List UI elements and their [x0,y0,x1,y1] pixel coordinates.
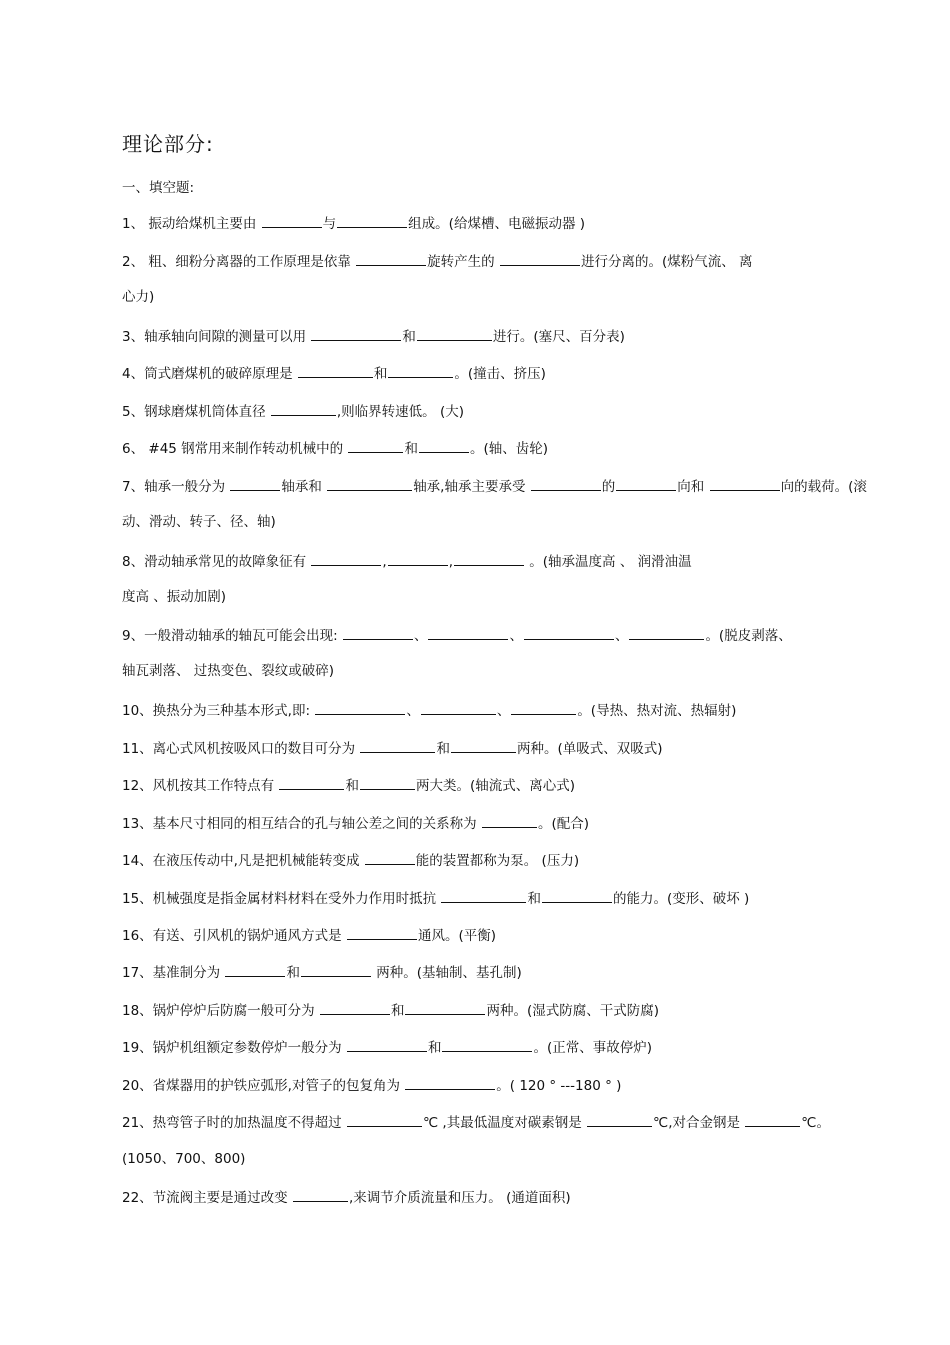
answer-blank[interactable] [710,475,780,491]
question-text: 的 [601,479,616,495]
question-text: 3、轴承轴向间隙的测量可以用 [122,329,311,345]
answer-blank[interactable] [421,699,496,715]
answer-blank[interactable] [311,325,401,341]
question-text: 14、在液压传动中,凡是把机械能转变成 [122,853,364,869]
question-line [122,250,864,272]
answer-blank[interactable] [405,1074,495,1090]
answer-blank[interactable] [320,999,390,1015]
question-line [122,624,864,646]
answer-blank[interactable] [301,961,371,977]
answer-blank[interactable] [419,437,469,453]
question-text: 2、 粗、细粉分离器的工作原理是依靠 [122,254,356,270]
question-line [122,737,864,759]
answer-blank[interactable] [360,737,435,753]
question-line [122,212,864,234]
question-line [122,1149,864,1169]
answer-blank[interactable] [262,212,322,228]
answer-blank[interactable] [428,624,508,640]
question-text: 17、基准制分为 [122,965,225,981]
answer-blank[interactable] [279,774,344,790]
question-line [122,550,864,572]
answer-blank[interactable] [225,961,285,977]
question-text: 20、省煤器用的护铁应弧形,对管子的包复角为 [122,1078,405,1094]
question-text: 1、 振动给煤机主要由 [122,216,261,232]
question-text: 22、节流阀主要是通过改变 [122,1190,292,1206]
answer-blank[interactable] [587,1111,652,1127]
question-text: 15、机械强度是指金属材料材料在受外力作用时抵抗 [122,891,441,907]
question-line [122,661,864,681]
question-line [122,1074,864,1096]
question-text: 9、一般滑动轴承的轴瓦可能会出现: [122,628,342,644]
answer-blank[interactable] [388,362,453,378]
question-line [122,774,864,796]
question-text: 。(配合) [537,816,590,832]
question-line [122,812,864,834]
question-text: 能的装置都称为泵。 (压力) [415,853,580,869]
question-text: ,则临界转速低。 (大) [336,404,465,420]
question-text: 两种。(基轴制、基孔制) [371,965,522,981]
answer-blank[interactable] [616,475,676,491]
question-text: 轴瓦剥落、 过热变色、裂纹或破碎) [122,663,335,679]
question-text: 进行分离的。(煤粉气流、 离 [580,254,753,270]
answer-blank[interactable] [298,362,373,378]
question-line [122,512,864,532]
question-text: 、 [496,703,511,719]
question-text: 向的载荷。(滚 [780,479,867,495]
question-text: 和 [286,965,300,981]
question-line [122,849,864,871]
section-heading: 一、填空题: [122,180,195,196]
answer-blank[interactable] [348,437,403,453]
answer-blank[interactable] [293,1186,348,1202]
question-text: 19、锅炉机组额定参数停炉一般分为 [122,1040,346,1056]
answer-blank[interactable] [343,624,413,640]
question-text: 、 [406,703,420,719]
question-text: 16、有送、引风机的锅炉通风方式是 [122,928,346,944]
question-text: ℃。 [801,1115,830,1131]
answer-blank[interactable] [315,699,405,715]
question-text: 组成。(给煤槽、电磁振动器 ) [408,216,585,232]
question-text: 和 [427,1040,442,1056]
question-line [122,362,864,384]
question-line [122,699,864,721]
question-text: 与 [322,216,337,232]
question-text: 动、滑动、转子、径、轴) [122,514,276,530]
question-line [122,1036,864,1058]
question-line [122,287,864,307]
question-text: 18、锅炉停炉后防腐一般可分为 [122,1003,319,1019]
question-text: 通风。(平衡) [417,928,497,944]
answer-blank[interactable] [451,737,516,753]
answer-blank[interactable] [511,699,576,715]
question-line [122,587,864,607]
question-text: 12、风机按其工作特点有 [122,778,279,794]
question-line [122,475,867,497]
question-text: 5、钢球磨煤机筒体直径 [122,404,270,420]
question-text: 和 [373,366,388,382]
answer-blank[interactable] [500,250,580,266]
question-text: 两种。(单吸式、双吸式) [516,741,663,757]
question-text: 两大类。(轴流式、离心式) [415,778,576,794]
question-text: 和 [390,1003,405,1019]
answer-blank[interactable] [442,1036,532,1052]
question-text: 和 [527,891,541,907]
question-line [122,887,864,909]
question-text: 心力) [122,289,155,305]
question-text: 。(导热、热对流、热辐射) [577,703,737,719]
question-text: 和 [404,441,418,457]
question-text: 向和 [677,479,709,495]
answer-blank[interactable] [542,887,612,903]
question-text: 。( 120 ° ---180 ° ) [496,1078,622,1094]
answer-blank[interactable] [417,325,492,341]
answer-blank[interactable] [454,550,524,566]
question-text: ℃ ,其最低温度对碳素钢是 [422,1115,587,1131]
question-text: 和 [345,778,359,794]
question-line [122,1111,864,1133]
question-text: 、 [509,628,523,644]
question-text: 的能力。(变形、破坏 ) [612,891,750,907]
answer-blank[interactable] [745,1111,800,1127]
question-text: 旋转产生的 [427,254,499,270]
question-text: 、 [614,628,629,644]
question-text: 。(撞击、挤压) [454,366,546,382]
question-line [122,437,864,459]
question-text: ,来调节介质流量和压力。 (通道面积) [348,1190,571,1206]
answer-blank[interactable] [388,550,448,566]
answer-blank[interactable] [405,999,485,1015]
answer-blank[interactable] [482,812,537,828]
answer-blank[interactable] [311,550,381,566]
question-line [122,1186,864,1208]
question-text: 8、滑动轴承常见的故障象征有 [122,554,311,570]
question-line [122,400,864,422]
answer-blank[interactable] [271,400,336,416]
answer-blank[interactable] [327,475,412,491]
page-title: 理论部分: [122,132,214,156]
question-text: 。(脱皮剥落、 [705,628,792,644]
answer-blank[interactable] [347,1111,422,1127]
question-text: 4、筒式磨煤机的破碎原理是 [122,366,297,382]
question-text: , [448,554,453,570]
question-text: 21、热弯管子时的加热温度不得超过 [122,1115,346,1131]
question-text: 。(轴承温度高 、 润滑油温 [524,554,692,570]
answer-blank[interactable] [360,774,415,790]
answer-blank[interactable] [629,624,704,640]
question-text: 13、基本尺寸相同的相互结合的孔与轴公差之间的关系称为 [122,816,481,832]
question-line [122,325,864,347]
answer-blank[interactable] [524,624,614,640]
answer-blank[interactable] [365,849,415,865]
question-text: ℃,对合金钢是 [653,1115,745,1131]
question-line [122,999,864,1021]
answer-blank[interactable] [347,924,417,940]
question-text: 两种。(湿式防腐、干式防腐) [486,1003,660,1019]
answer-blank[interactable] [337,212,407,228]
question-line [122,924,864,946]
question-text: 度高 、振动加剧) [122,589,227,605]
answer-blank[interactable] [356,250,426,266]
question-text: , [382,554,387,570]
question-text: 、 [413,628,428,644]
question-text: 轴承和 [281,479,327,495]
question-text: 和 [402,329,416,345]
question-text: 。(轴、齿轮) [469,441,548,457]
question-line [122,961,864,983]
question-text: 6、 #45 钢常用来制作转动机械中的 [122,441,348,457]
question-text: 进行。(塞尺、百分表) [492,329,625,345]
question-text: 7、轴承一般分为 [122,479,230,495]
question-text: 。(正常、事故停炉) [533,1040,653,1056]
answer-blank[interactable] [441,887,526,903]
answer-blank[interactable] [230,475,280,491]
answer-blank[interactable] [531,475,601,491]
question-text: 轴承,轴承主要承受 [413,479,530,495]
question-text: (1050、700、800) [122,1151,246,1167]
question-text: 10、换热分为三种基本形式,即: [122,703,315,719]
question-text: 11、离心式风机按吸风口的数目可分为 [122,741,360,757]
answer-blank[interactable] [347,1036,427,1052]
question-text: 和 [436,741,450,757]
